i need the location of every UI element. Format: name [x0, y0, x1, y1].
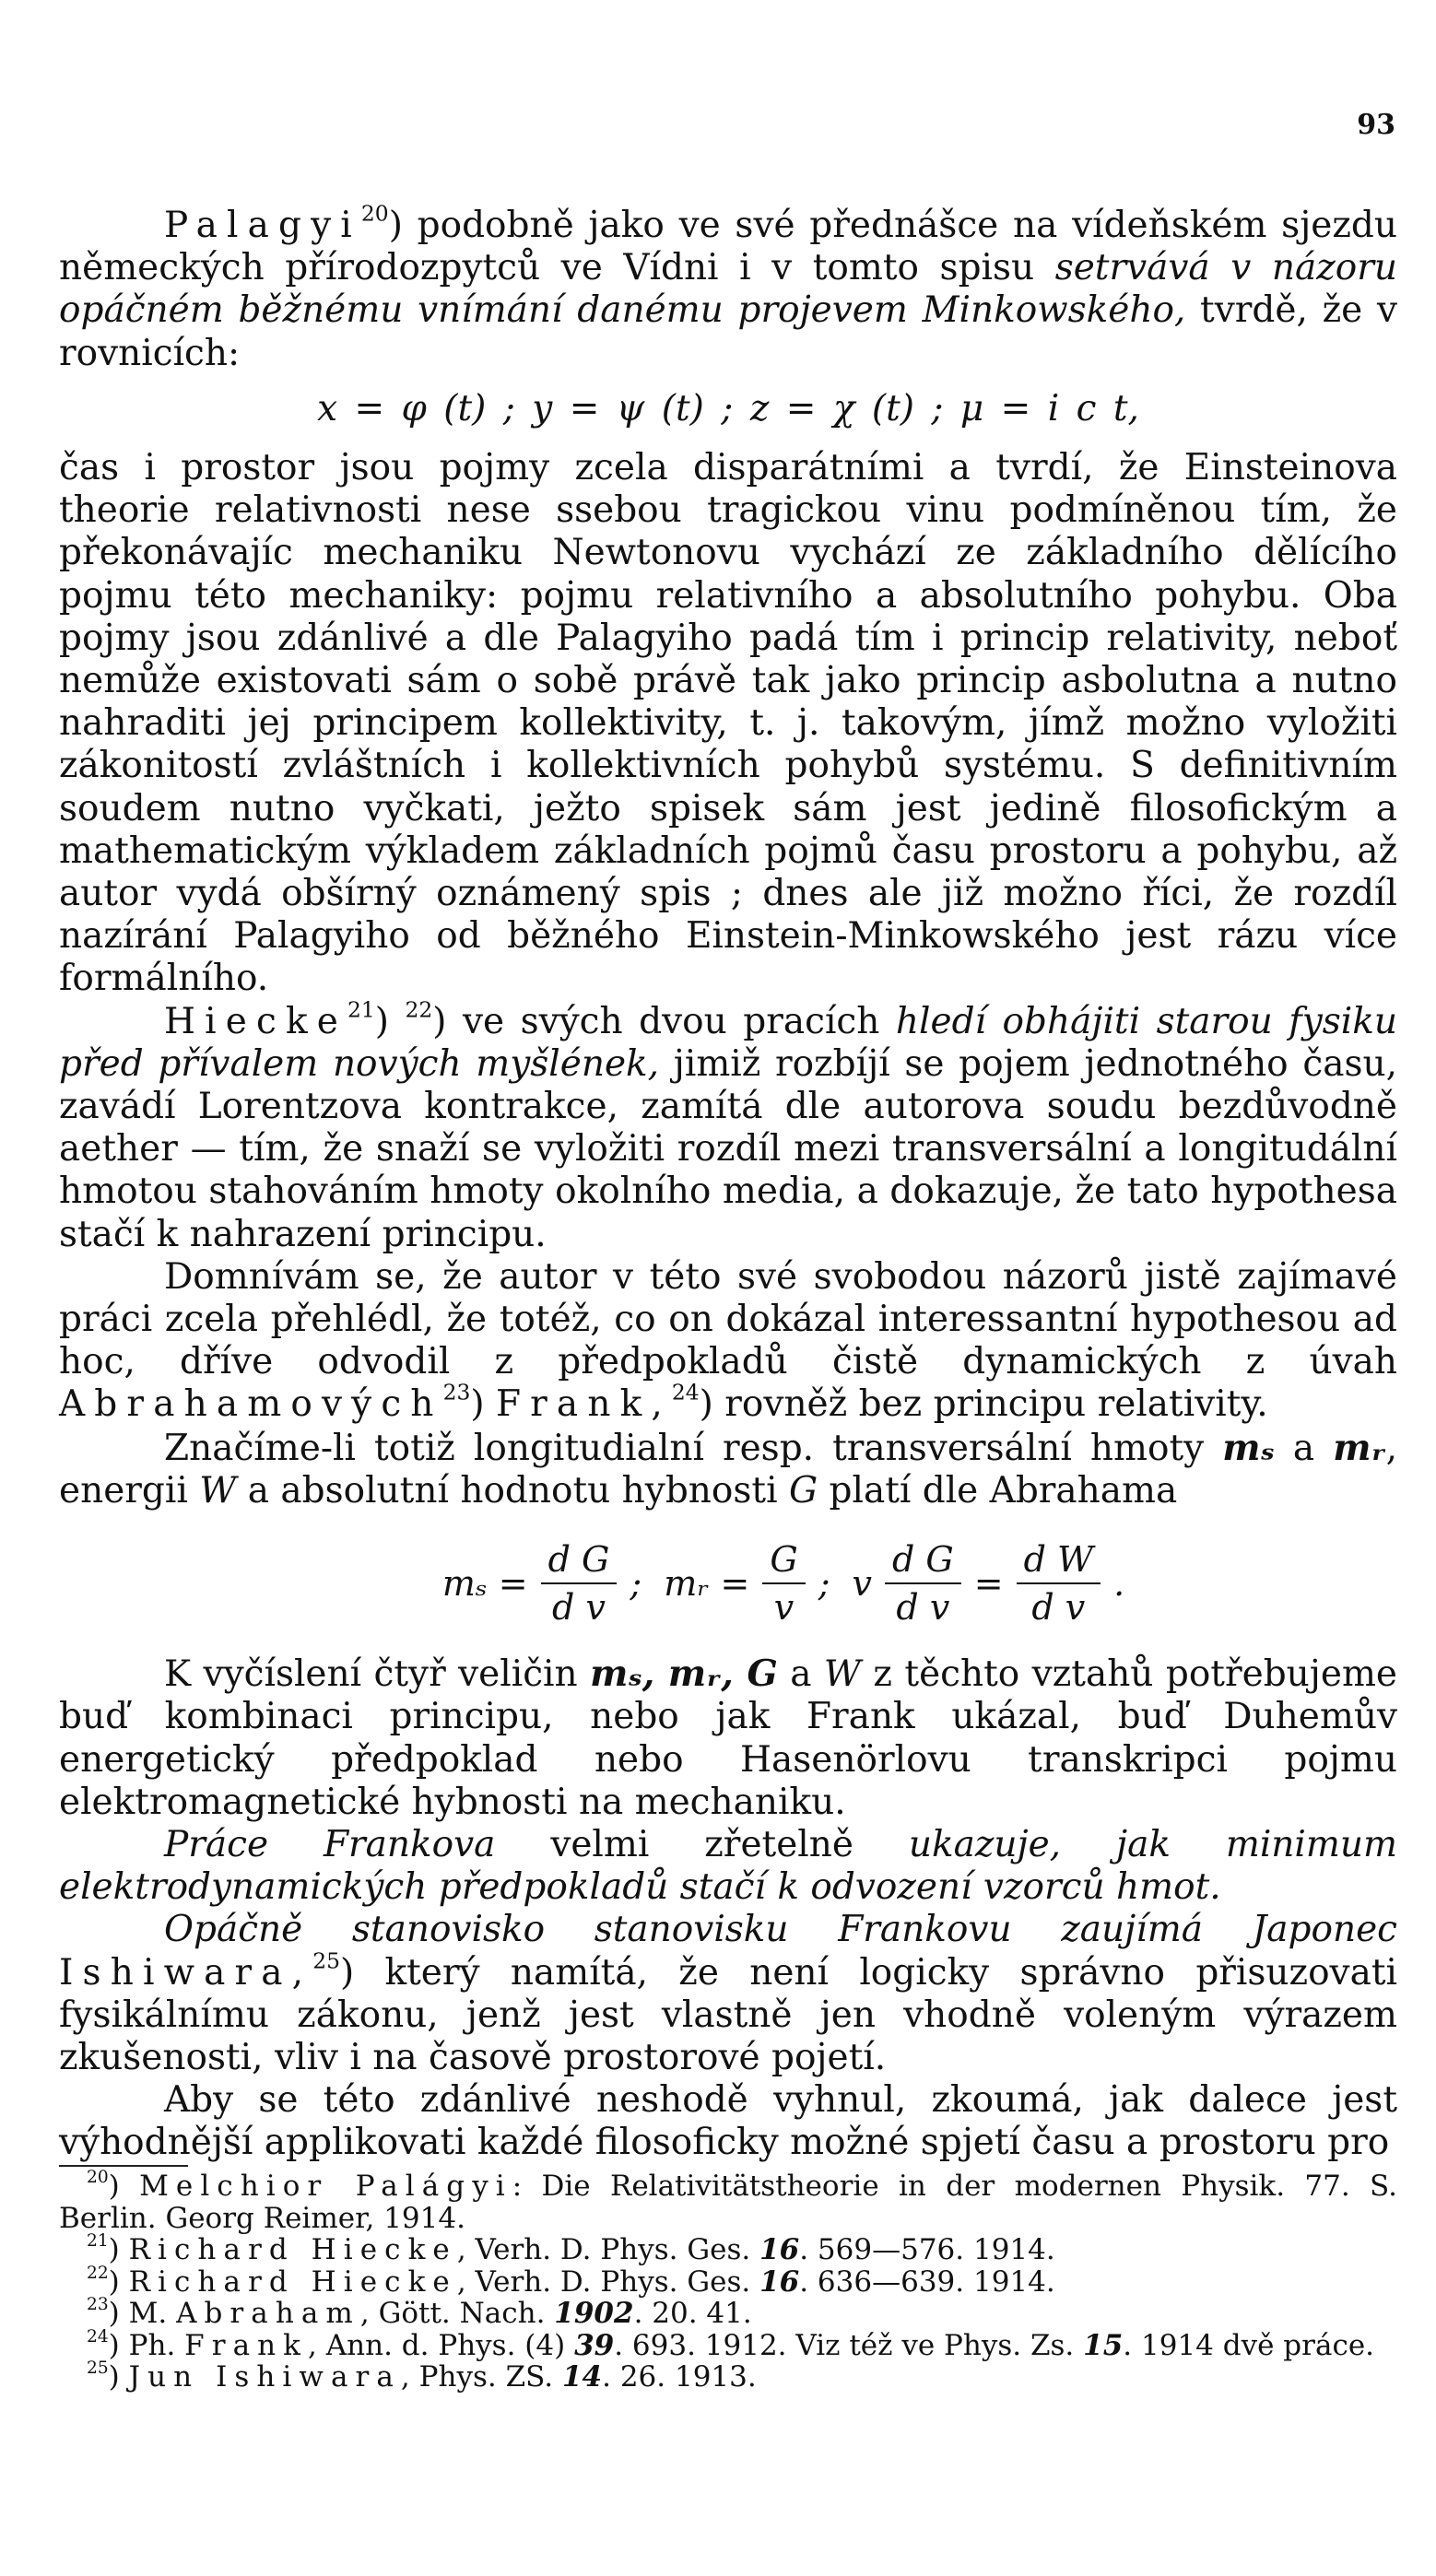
text-run: a: [1274, 1427, 1334, 1469]
page-number: 93: [1357, 109, 1395, 141]
text-run: jimiž rozbíjí se pojem jednotného času, zavádí Lorentzova kontrakce, zamítá dle autorova soudu bezdůvodně aether — tím, že snaží se vyložiti rozdíl mezi transversální a longitudální hmotou stahováním hmoty okolního media, a dokazuje, že tato hypothesa stačí k nahrazení principu.: [59, 1042, 1397, 1255]
footnote-author: Abraham: [176, 2297, 360, 2330]
denominator: d v: [896, 1587, 950, 1629]
footnote-divider: [59, 2165, 188, 2167]
math-term: =: [973, 1562, 1004, 1604]
equation-coordinates: x = φ (t) ; y = ψ (t) ; z = χ (t) ; μ = i c t,: [317, 387, 1139, 429]
footnote-text: , Phys. ZS.: [400, 2360, 562, 2394]
footnote-ref[interactable]: 20: [360, 200, 389, 227]
main-text: [59, 200, 1398, 2165]
footnote-volume: 16: [759, 2233, 800, 2266]
text-run: který namítá, že není logicky správno přisuzovati fysikálnímu zákonu, jenž jest vlastně jen vhodně voleným výrazem zkušenosti, vliv i na časově prostorové pojetí.: [59, 1951, 1397, 2078]
math-var: W: [199, 1469, 237, 1511]
math-var: W: [823, 1653, 861, 1696]
footnote-number: 20: [87, 2168, 109, 2188]
text-run: platí dle Abrahama: [818, 1469, 1178, 1511]
footnote-author: Melchior Palágyi: [139, 2170, 512, 2203]
footnote-24: $^{24}$) Ph. Frank, Ann. d. Phys. (4) 39. 693. 1912. Viz též ve Phys. Zs. 15. 1914 dvě práce.: [87, 2326, 1375, 2362]
emphasis: Opáčně stanovisko stanovisku Frankovu zaujímá Japonec: [164, 1909, 1397, 1951]
text-run: tvrdě, že v rovnicích:: [59, 289, 1397, 374]
paragraph-abraham: [59, 1427, 1397, 1512]
footnote-text: . 1914 dvě práce.: [1123, 2328, 1375, 2362]
footnote-ref[interactable]: 21: [347, 996, 375, 1023]
math-var: G: [788, 1469, 818, 1511]
math-term: v: [852, 1562, 872, 1604]
footnote-ref[interactable]: 24: [671, 1379, 700, 1406]
author-name: Hiecke: [164, 1000, 347, 1042]
paragraph-continuation: čas i prostor jsou pojmy zcela disparátními a tvrdí, že Einsteinova theorie relativnosti nese ssebou tragickou vinu podmíněnou tím, že překonávajíc mechaniku Newtonovu vychází ze základního dělícího pojmu této mechaniky: pojmu relativního a absolutního pohybu. Oba pojmy jsou zdánlivé a dle Palagyiho padá tím i princip relativity, neboť nemůže existovati sám o sobě právě tak jako princip asbolutna a nutno nahraditi jej principem kollektivity, t. j. takovým, jímž možno vyložiti zákonitostí zvláštních i kollektivních pohybů systému. S definitivním soudem nutno vyčkati, ježto spisek sám jest jedině filosofickým a mathematickým výkladem základních pojmů času prostoru a pohybu, až autor vydá obšírný oznámený spis ; dnes ale již možno říci, že rozdíl nazírání Palagyiho od běžného Einstein-Minkowského jest rázu více formálního.: [59, 447, 1397, 1000]
text-run: velmi zřetelně: [495, 1823, 909, 1865]
numerator: d G: [541, 1540, 618, 1584]
fraction: [1017, 1540, 1101, 1627]
text-run: ve svých dvou pracích: [446, 1000, 896, 1042]
footnote-number: 21: [87, 2231, 109, 2252]
author-name: Abrahamových: [59, 1383, 443, 1426]
footnote-text: . 26. 1913.: [602, 2360, 757, 2394]
footnote-number: 25: [87, 2358, 109, 2379]
denominator: v: [773, 1587, 795, 1629]
footnote-ref[interactable]: 23: [442, 1379, 471, 1406]
footnote-text: . 636—639. 1914.: [799, 2264, 1055, 2299]
math-term: ;: [630, 1562, 642, 1604]
footnote-number: 23: [87, 2295, 109, 2315]
text-run: Značíme-li totiž longitudialní resp. transversální hmoty: [164, 1427, 1223, 1469]
footnote-text: . 693. 1912. Viz též ve Phys. Zs.: [614, 2328, 1084, 2362]
fraction: [885, 1540, 961, 1627]
footnote-author: Jun Ishiwara: [128, 2360, 401, 2394]
footnote-volume: 39: [574, 2328, 615, 2362]
math-term: mₛ =: [441, 1562, 528, 1604]
footnote-22: $^{22}$) Richard Hiecke, Verh. D. Phys. Ges. 16. 636—639. 1914.: [87, 2263, 1055, 2299]
paragraph-frank: [59, 1824, 1397, 1909]
text-run: ) podobně jako ve své přednášce na vídeňském sjezdu německých přírodozpytců ve Vídni i v tomto spisu: [59, 205, 1397, 289]
math-term: .: [1113, 1562, 1125, 1604]
equation-mass: [170, 1540, 1397, 1627]
emphasis: ukazuje, jak minimum elektrodynamických předpokladů stačí k odvození vzorců hmot.: [59, 1823, 1397, 1909]
footnote-volume: 1902: [554, 2297, 634, 2330]
emphasis: hledí obhájiti starou fysiku před přívalem nových myšlének,: [59, 1000, 1397, 1085]
fraction: [541, 1540, 618, 1627]
footnote-text: . 20. 41.: [633, 2297, 752, 2330]
footnote-23: $^{23}$) M. Abraham, Gött. Nach. 1902. 20. 41.: [87, 2295, 752, 2330]
denominator: d v: [1031, 1587, 1086, 1629]
emphasis: setrvává v názoru opáčném běžnému vnímání danému projevem Minkowského,: [59, 247, 1397, 332]
footnote-author: Frank: [184, 2328, 309, 2362]
numerator: d W: [1017, 1540, 1101, 1584]
footnote-25: $^{25}$) Jun Ishiwara, Phys. ZS. 14. 26. 1913.: [87, 2358, 757, 2394]
paragraph-domnivam: Domnívám se, že autor v této své svobodou názorů jistě zajímavé práci zcela přehlédl, že totéž, co on dokázal interessantní hypothesou ad hoc, dříve odvodil z předpokladů čistě dynamických z úvah Abrahamových$^{23}$) Frank,$^{24}$) rovněž bez principu relativity.: [59, 1255, 1397, 1426]
footnote-text: , Verh. D. Phys. Ges.: [456, 2264, 760, 2299]
footnote-author: Richard Hiecke: [128, 2264, 457, 2299]
paragraph-aby: Aby se této zdánlivé neshodě vyhnul, zkoumá, jak dalece jest výhodnější applikovati každé filosoficky možné spjetí času a prostoru pro: [59, 2079, 1397, 2164]
footnote-number: 24: [87, 2326, 109, 2347]
denominator: d v: [552, 1587, 606, 1629]
footnote-volume: 16: [759, 2264, 800, 2299]
text-run: z těchto vztahů potřebujeme buď kombinaci principu, nebo jak Frank ukázal, buď Duhemův energetický předpoklad nebo Hasenörlovu transkripci pojmu elektromagnetické hybnosti na mechaniku.: [59, 1653, 1398, 1823]
footnote-number: 22: [87, 2263, 109, 2283]
numerator: d G: [885, 1540, 961, 1584]
paragraph-hiecke: Hiecke$^{21}$) $^{22}$) ve svých dvou pracích hledí obhájiti starou fysiku před přívalem nových myšlének, jimiž rozbíjí se pojem jednotného času, zavádí Lorentzova kontrakce, zamítá dle autorova soudu bezdůvodně aether — tím, že snaží se vyložiti rozdíl mezi transversální a longitudální hmotou stahováním hmoty okolního media, a dokazuje, že tato hypothesa stačí k nahrazení principu.: [59, 996, 1397, 1255]
footnote-text: , Verh. D. Phys. Ges.: [456, 2233, 760, 2266]
footnote-text: Ph.: [128, 2328, 185, 2362]
footnote-volume: 15: [1083, 2328, 1124, 2362]
author-name: Frank,: [495, 1383, 672, 1426]
paragraph-ishiwara: Opáčně stanovisko stanovisku Frankovu zaujímá Japonec Ishiwara,$^{25}$) který namítá, že není logicky správno přisuzovati fysikálnímu zákonu, jenž jest vlastně jen vhodně voleným výrazem zkušenosti, vliv i na časově prostorové pojetí.: [59, 1909, 1397, 2078]
text-run: K vyčíslení čtyř veličin: [164, 1653, 591, 1696]
paragraph-palagyi: [59, 200, 1397, 375]
footnotes: [59, 2170, 1397, 2394]
paragraph-vycisleni: [59, 1653, 1397, 1824]
text-run: Domnívám se, že autor v této své svobodou názorů jistě zajímavé práci zcela přehlédl, že totéž, co on dokázal interessantní hypothesou ad hoc, dříve odvodil z předpokladů čistě dynamických z úvah: [59, 1255, 1397, 1383]
footnote-text: . 569—576. 1914.: [799, 2233, 1055, 2266]
text-run: a absolutní hodnotu hybnosti: [236, 1469, 789, 1511]
emphasis: Práce Frankova: [164, 1823, 496, 1865]
footnote-text: M.: [128, 2297, 177, 2330]
fraction: [762, 1540, 805, 1627]
math-var: mₛ: [1222, 1426, 1275, 1469]
footnote-volume: 14: [561, 2360, 603, 2394]
text-run: rovněž bez principu relativity.: [712, 1383, 1268, 1426]
footnote-ref[interactable]: 22: [405, 996, 433, 1023]
footnote-21: $^{21}$) Richard Hiecke, Verh. D. Phys. Ges. 16. 569—576. 1914.: [87, 2231, 1055, 2266]
footnote-text: , Ann. d. Phys. (4): [308, 2328, 575, 2362]
text-run: a: [777, 1653, 824, 1696]
math-term: ;: [818, 1562, 830, 1604]
math-var: mₛ, mᵣ, G: [590, 1653, 778, 1696]
footnote-20: $^{20}$) Melchior Palágyi: Die Relativitätstheorie in der modernen Physik. 77. S. Berlin. Georg Reimer, 1914.: [59, 2168, 1397, 2235]
footnote-ref[interactable]: 25: [312, 1947, 340, 1973]
footnote-text: : Die Relativitätstheorie in der modernen Physik. 77. S. Berlin. Georg Reimer, 1914.: [59, 2170, 1397, 2235]
numerator: G: [762, 1540, 805, 1584]
author-name: Palagyi: [164, 205, 361, 246]
math-term: mᵣ =: [664, 1562, 750, 1604]
math-var: mᵣ: [1333, 1426, 1386, 1469]
author-name: Ishiwara,: [59, 1951, 313, 1994]
text-run: , energii: [59, 1427, 1397, 1511]
footnote-text: , Gött. Nach.: [359, 2297, 555, 2330]
footnote-author: Richard Hiecke: [128, 2233, 457, 2266]
